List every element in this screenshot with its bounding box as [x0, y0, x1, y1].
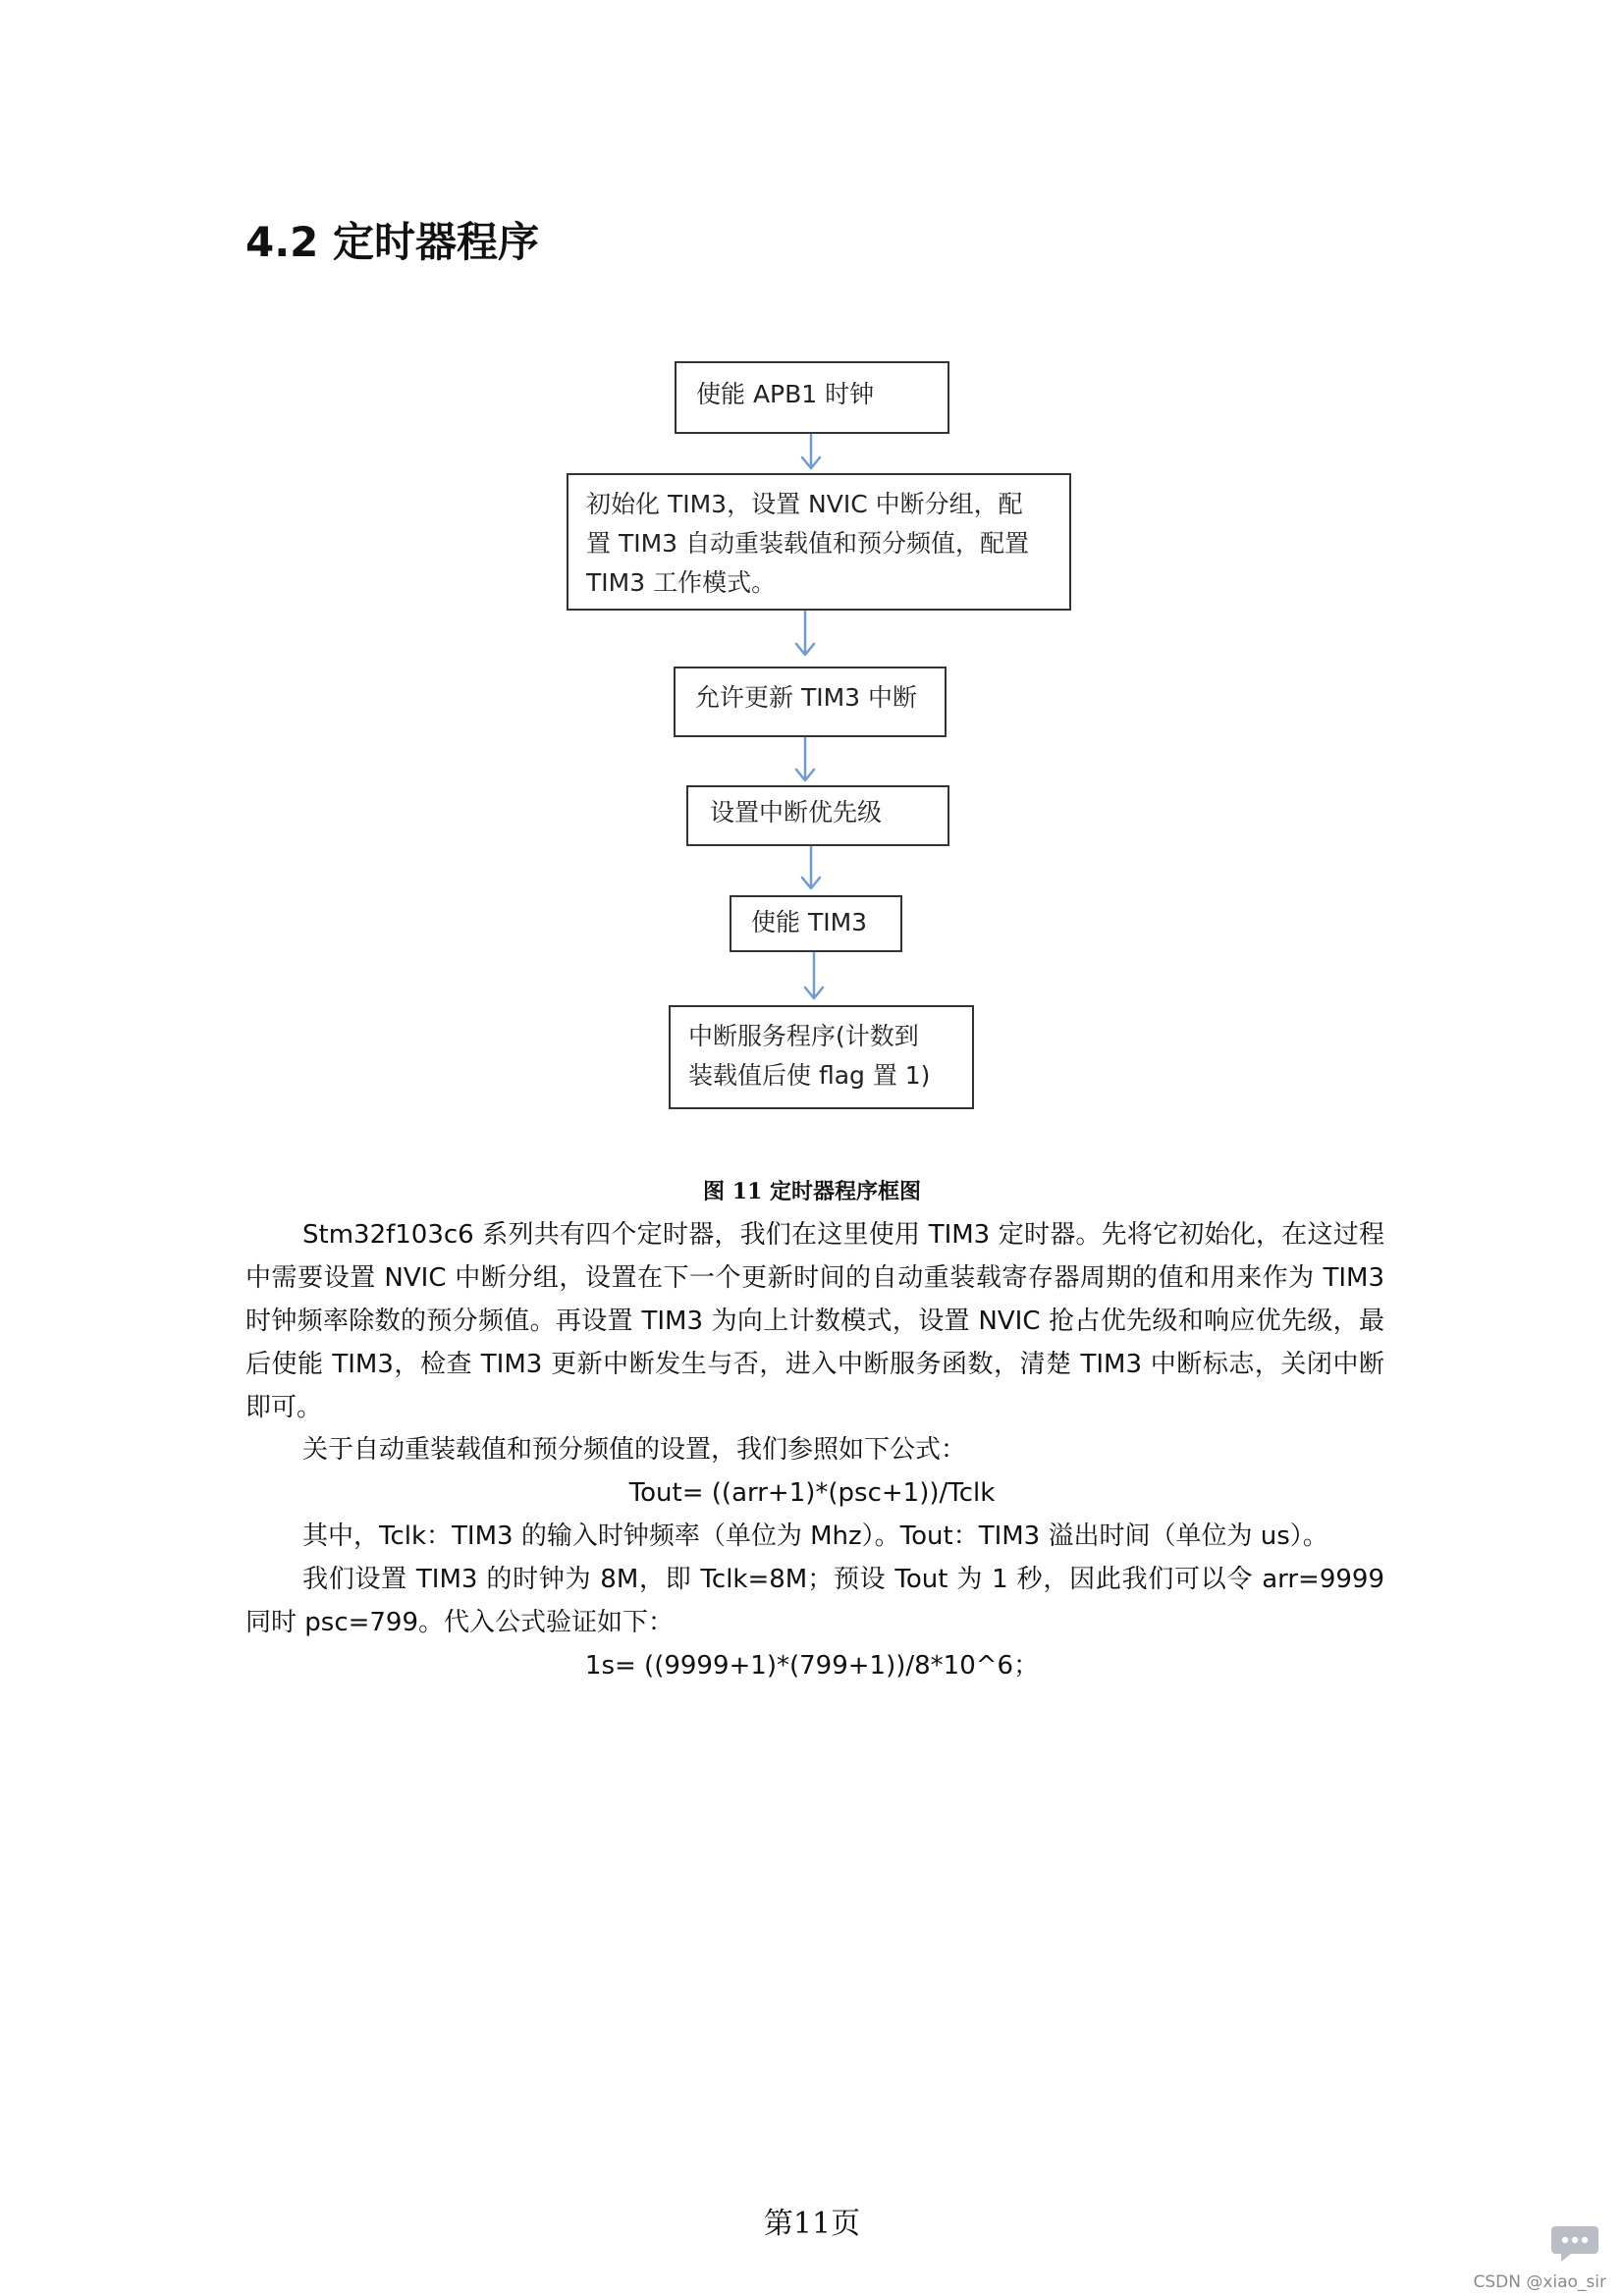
paragraph-variables: 其中，Tclk：TIM3 的输入时钟频率（单位为 Mhz）。Tout：TIM3 溢出时间（单位为 us）。 — [302, 1522, 1328, 1551]
formula-verification: 1s= ((9999+1)*(799+1))/8*10^6； — [584, 1651, 1040, 1681]
page-number: 第11页 — [763, 2207, 861, 2241]
flow-step-text: 装载值后使 flag 置 1) — [688, 1061, 931, 1090]
flow-step-text: 中断服务程序(计数到 — [688, 1022, 919, 1050]
paragraph-settings: 我们设置 TIM3 的时钟为 8M，即 Tclk=8M；预设 Tout 为 1 秒，因此我们可以令 arr=9999 同时 psc=799。代入公式验证如下： — [245, 1565, 1384, 1637]
flow-step-text: TIM3 工作模式。 — [586, 568, 777, 597]
flow-step-text: 使能 APB1 时钟 — [696, 380, 875, 408]
flow-step-text: 允许更新 TIM3 中断 — [695, 683, 918, 712]
flow-arrow — [805, 953, 823, 998]
csdn-watermark: CSDN @xiao_sir — [1473, 2272, 1606, 2292]
flow-step-text: 置 TIM3 自动重装载值和预分频值，配置 — [586, 529, 1030, 558]
formula-tout: Tout= ((arr+1)*(psc+1))/Tclk — [628, 1478, 996, 1508]
flow-arrow — [796, 612, 814, 655]
figure-caption: 图 11 定时器程序框图 — [703, 1179, 921, 1204]
paragraph-formula-intro: 关于自动重装载值和预分频值的设置，我们参照如下公式： — [302, 1435, 967, 1465]
chat-bubble-icon — [1549, 2220, 1600, 2266]
flow-step-text: 初始化 TIM3，设置 NVIC 中断分组，配 — [586, 490, 1023, 518]
flow-step-text: 使能 TIM3 — [751, 908, 868, 936]
section-heading: 4.2 定时器程序 — [245, 218, 540, 266]
flow-arrow — [802, 435, 820, 468]
flow-step-text: 设置中断优先级 — [710, 798, 883, 827]
flow-arrow — [796, 738, 814, 780]
paragraph-intro: Stm32f103c6 系列共有四个定时器，我们在这里使用 TIM3 定时器。先将它初始化，在这过程中需要设置 NVIC 中断分组，设置在下一个更新时间的自动重装载寄存器周期的值和用来作为 TIM3 时钟频率除数的预分频值。再设置 TIM3 为向上计数模式，设置 NVIC 抢占优先级和响应优先级，最后使能 TIM3，检查 TIM3 更新中断发生与否，进入中断服务函数，清楚 TIM3 中断标志，关闭中断即可。 — [245, 1220, 1384, 1422]
flow-arrow — [802, 847, 820, 888]
